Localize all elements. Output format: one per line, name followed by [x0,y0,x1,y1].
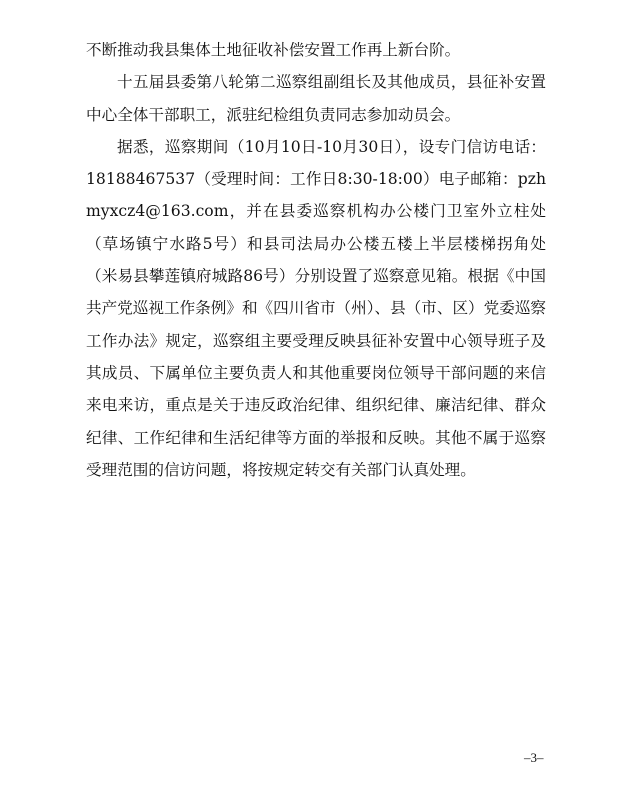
paragraph-attendees: 十五届县委第八轮第二巡察组副组长及其他成员，县征补安置中心全体干部职工，派驻纪检组负责同志参加动员会。 [86,73,546,124]
paragraph-continuation: 不断推动我县集体土地征收补偿安置工作再上新台阶。 [86,41,461,59]
page-number: –3– [524,750,544,765]
body-text [86,34,546,486]
paragraph-inspection-details: 据悉，巡察期间（10月10日-10月30日），设专门信访电话：18188467537（受理时间：工作日8:30-18:00）电子邮箱：pzhmyxcz4@163.com，并在县委巡察机构办公楼门卫室外立柱处（草场镇宁水路5号）和县司法局办公楼五楼上半层楼梯拐角处（米易县攀莲镇府城路86号）分别设置了巡察意见箱。根据《中国共产党巡视工作条例》和《四川省市（州）、县（市、区）党委巡察工作办法》规定，巡察组主要受理反映县征补安置中心领导班子及其成员、下属单位主要负责人和其他重要岗位领导干部问题的来信来电来访，重点是关于违反政治纪律、组织纪律、廉洁纪律、群众纪律、工作纪律和生活纪律等方面的举报和反映。其他不属于巡察受理范围的信访问题，将按规定转交有关部门认真处理。 [86,137,547,479]
